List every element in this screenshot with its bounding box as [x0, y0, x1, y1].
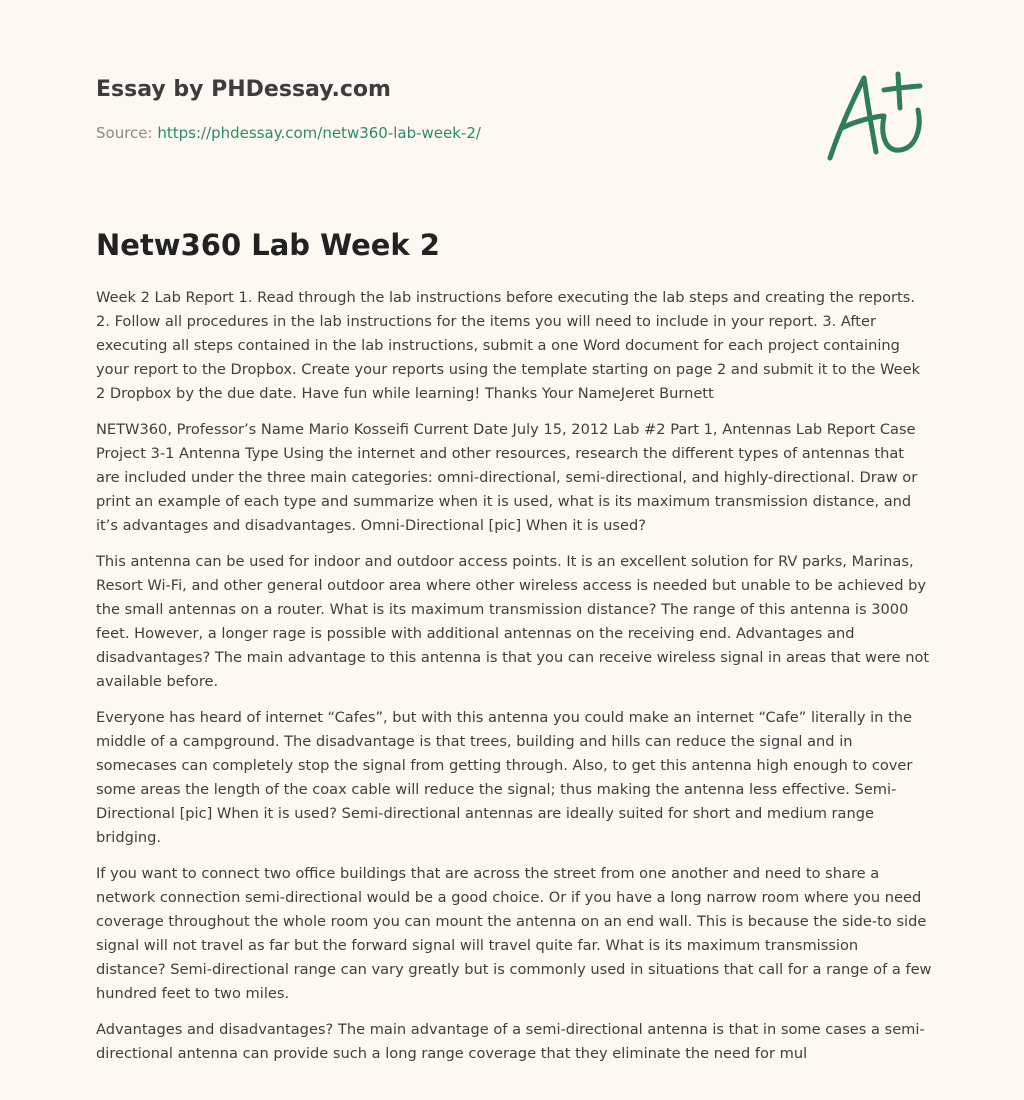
paragraph: If you want to connect two office buildings that are across the street from one another and need to share a network connection semi-directional would be a good choice. Or if you have a long narrow room where you need coverage throughout the whole room you can mount the antenna on an end wall. This is because the side-to side signal will not travel as far but the forward signal will travel quite far. What is its maximum transmission distance? Semi-directional range can vary greatly but is commonly used in situations that call for a range of a few hundred feet to two miles.	[96, 865, 932, 1002]
source-line	[96, 123, 481, 143]
paragraph: NETW360, Professor’s Name Mario Kosseifi Current Date July 15, 2012 Lab #2 Part 1, Antennas Lab Report Case Project 3-1 Antenna Type Using the internet and other resources, research the different types of antennas that are included under the three main categories: omni-directional, semi-directional, and highly-directional. Draw or print an example of each type and summarize when it is used, what is its maximum transmission distance, and it’s advantages and disadvantages. Omni-Directional [pic] When it is used?	[96, 421, 918, 534]
site-brand: Essay by PHDessay.com	[96, 77, 391, 102]
article-body	[96, 286, 932, 1078]
paragraph: This antenna can be used for indoor and outdoor access points. It is an excellent solution for RV parks, Marinas, Resort Wi-Fi, and other general outdoor area where other wireless access is needed but unable to be achieved by the small antennas on a router. What is its maximum transmission distance? The range of this antenna is 3000 feet. However, a longer rage is possible with additional antennas on the receiving end. Advantages and disadvantages? The main advantage to this antenna is that you can receive wireless signal in areas that were not available before.	[96, 553, 930, 690]
source-link[interactable]: https://phdessay.com/netw360-lab-week-2/	[157, 124, 481, 142]
source-label: Source:	[96, 124, 153, 142]
paragraph: Advantages and disadvantages? The main advantage of a semi-directional antenna is that in some cases a semi-directional antenna can provide such a long range coverage that they eliminate the need for mul	[96, 1021, 925, 1062]
a-plus-icon	[820, 66, 930, 166]
page-title: Netw360 Lab Week 2	[96, 228, 440, 262]
paragraph: Everyone has heard of internet “Cafes”, but with this antenna you could make an internet “Cafe” literally in the middle of a campground. The disadvantage is that trees, building and hills can reduce the signal and in somecases can completely stop the signal from getting through. Also, to get this antenna high enough to cover some areas the length of the coax cable will reduce the signal; thus making the antenna less effective. Semi-Directional [pic] When it is used? Semi-directional antennas are ideally suited for short and medium range bridging.	[96, 709, 913, 846]
paragraph: Week 2 Lab Report 1. Read through the lab instructions before executing the lab steps and creating the reports. 2. Follow all procedures in the lab instructions for the items you will need to include in your report. 3. After executing all steps contained in the lab instructions, submit a one Word document for each project containing your report to the Dropbox. Create your reports using the template starting on page 2 and submit it to the Week 2 Dropbox by the due date. Have fun while learning! Thanks Your NameJeret Burnett	[96, 289, 921, 402]
